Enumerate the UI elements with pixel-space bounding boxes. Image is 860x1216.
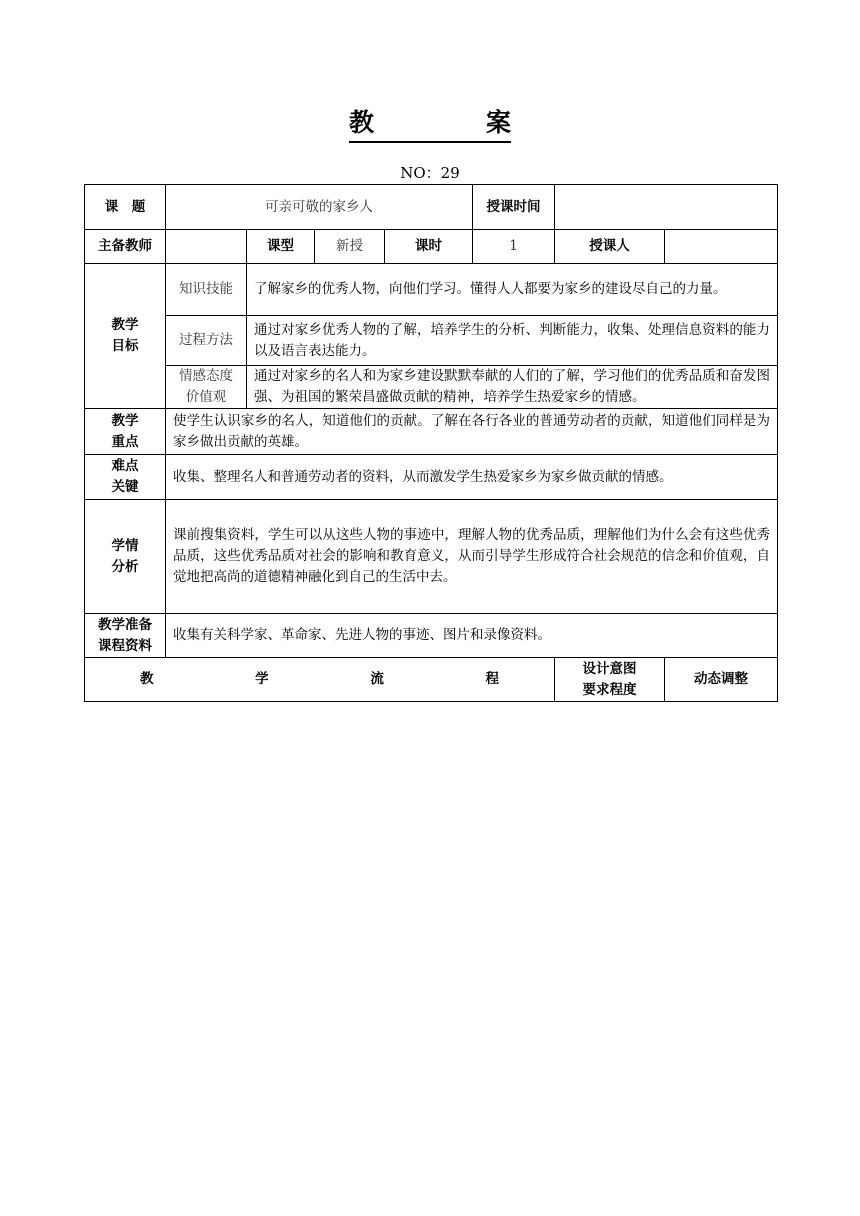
class-time-label: 授课时间: [473, 185, 555, 230]
goal-name: 过程方法: [166, 316, 247, 366]
flow-heading: [85, 658, 555, 702]
teacher-value: [166, 230, 247, 264]
type-label: 课型: [247, 230, 315, 264]
teacher-label: 主备教师: [85, 230, 166, 264]
difficulty-label: 难点 关键: [85, 455, 166, 500]
design-intent-heading: 设计意图 要求程度: [555, 658, 665, 702]
flow-char: 教: [140, 671, 154, 687]
row-flow-header: [85, 658, 778, 702]
row-analysis: [85, 500, 778, 614]
hours-value: 1: [473, 230, 555, 264]
row-goal-attitude: [85, 366, 778, 409]
focus-text: 使学生认识家乡的名人，知道他们的贡献。了解在各行各业的普通劳动者的贡献，知道他们同样是为家乡做出贡献的英雄。: [166, 409, 778, 455]
flow-char: 程: [485, 671, 499, 687]
row-goal-knowledge: [85, 264, 778, 316]
goal-text: 通过对家乡优秀人物的了解，培养学生的分析、判断能力，收集、处理信息资料的能力以及语言表达能力。: [247, 316, 778, 366]
type-value: 新授: [315, 230, 385, 264]
row-teacher: [85, 230, 778, 264]
flow-char: 流: [370, 671, 384, 687]
topic-value: 可亲可敬的家乡人: [166, 185, 473, 230]
row-topic: [85, 185, 778, 230]
goal-text: 通过对家乡的名人和为家乡建设默默奉献的人们的了解，学习他们的优秀品质和奋发图强、为祖国的繁荣昌盛做贡献的精神，培养学生热爱家乡的情感。: [247, 366, 778, 409]
topic-label: 课 题: [85, 185, 166, 230]
row-difficulty: [85, 455, 778, 500]
hours-label: 课时: [385, 230, 473, 264]
lesson-plan-table: [84, 184, 778, 702]
goal-name: 知识技能: [166, 264, 247, 316]
analysis-label: 学情 分析: [85, 500, 166, 614]
goals-label: 教学 目标: [85, 264, 166, 409]
prep-text: 收集有关科学家、革命家、先进人物的事迹、图片和录像资料。: [166, 614, 778, 658]
prep-label: 教学准备 课程资料: [85, 614, 166, 658]
flow-char: 学: [255, 671, 269, 687]
goal-name: 情感态度 价值观: [166, 366, 247, 409]
row-goal-process: [85, 316, 778, 366]
row-prep: [85, 614, 778, 658]
document-number: NO：29: [400, 164, 460, 182]
focus-label: 教学 重点: [85, 409, 166, 455]
document-title: 教 案: [0, 103, 860, 143]
lecturer-value: [665, 230, 778, 264]
class-time-value: [555, 185, 778, 230]
difficulty-text: 收集、整理名人和普通劳动者的资料，从而激发学生热爱家乡为家乡做贡献的情感。: [166, 455, 778, 500]
dynamic-adjust-heading: 动态调整: [665, 658, 778, 702]
row-focus: [85, 409, 778, 455]
lecturer-label: 授课人: [555, 230, 665, 264]
analysis-text: 课前搜集资料，学生可以从这些人物的事迹中，理解人物的优秀品质，理解他们为什么会有这些优秀品质，这些优秀品质对社会的影响和教育意义，从而引导学生形成符合社会规范的信念和价值观，自觉地把高尚的道德精神融化到自己的生活中去。: [166, 500, 778, 614]
goal-text: 了解家乡的优秀人物，向他们学习。懂得人人都要为家乡的建设尽自己的力量。: [247, 264, 778, 316]
